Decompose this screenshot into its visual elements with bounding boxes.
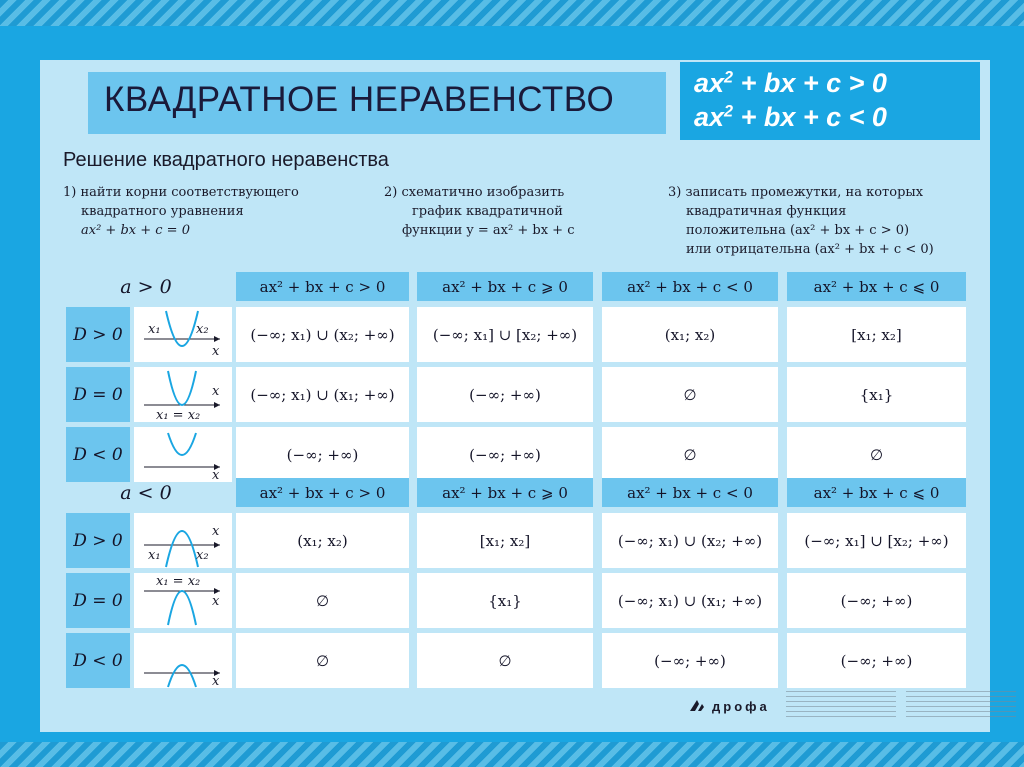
subtitle: Решение квадратного неравенства — [63, 149, 389, 171]
parabola-graph — [134, 573, 232, 628]
graph-label: x — [212, 524, 220, 539]
solution-cell: ∅ — [236, 573, 409, 628]
parabola-curve — [166, 531, 198, 567]
imprint-block — [906, 691, 1016, 719]
step-2 — [384, 183, 574, 240]
formula-less — [694, 102, 887, 133]
parabola-graph — [134, 513, 232, 568]
graph-label: x — [212, 384, 220, 399]
credits-block — [786, 691, 896, 719]
solution-cell: [x₁; x₂] — [787, 307, 966, 362]
solution-cell: ∅ — [417, 633, 593, 688]
step-1-line-3: ax² + bx + c = 0 — [81, 223, 190, 238]
formula-lhs: ax — [694, 68, 725, 98]
graph-cell — [134, 573, 232, 628]
graph-cell — [134, 427, 232, 482]
column-header: ax² + bx + c ⩾ 0 — [417, 272, 593, 301]
solution-cell: (−∞; x₁) ∪ (x₁; +∞) — [602, 573, 778, 628]
column-header: ax² + bx + c < 0 — [602, 478, 778, 507]
column-header: ax² + bx + c ⩽ 0 — [787, 478, 966, 507]
graph-label: x₁ — [148, 548, 161, 563]
column-header: ax² + bx + c < 0 — [602, 272, 778, 301]
solution-cell: (x₁; x₂) — [602, 307, 778, 362]
graph-label: x — [212, 594, 220, 609]
solution-cell: (−∞; x₁) ∪ (x₂; +∞) — [602, 513, 778, 568]
solution-cell: (−∞; +∞) — [417, 427, 593, 482]
top-stripe — [0, 0, 1024, 28]
graph-label: x₁ — [148, 322, 161, 337]
solution-cell: (x₁; x₂) — [236, 513, 409, 568]
column-header: ax² + bx + c > 0 — [236, 478, 409, 507]
publisher-mark-icon — [688, 698, 706, 714]
parabola-curve — [168, 591, 196, 625]
step-3-line-4: или отрицательна (ax² + bx + c < 0) — [686, 242, 934, 257]
formula-exponent: 2 — [724, 102, 734, 121]
solution-cell: ∅ — [602, 427, 778, 482]
step-2-line-3: функции y = ax² + bx + c — [402, 223, 575, 238]
parabola-curve — [168, 371, 196, 405]
graph-label: x — [212, 674, 220, 688]
solution-cell: (−∞; +∞) — [787, 573, 966, 628]
step-3-line-3: положительна (ax² + bx + c > 0) — [686, 223, 910, 238]
discriminant-label: D > 0 — [66, 513, 130, 568]
solution-cell: (−∞; x₁) ∪ (x₁; +∞) — [236, 367, 409, 422]
step-1-line-2: квадратного уравнения — [81, 204, 244, 219]
formula-rhs: + bx + c > 0 — [733, 68, 887, 98]
graph-label: x₂ — [196, 322, 209, 337]
graph-label: x₂ — [196, 548, 209, 563]
step-3-line-1: 3) записать промежутки, на которых — [668, 185, 924, 200]
solution-cell: [x₁; x₂] — [417, 513, 593, 568]
solution-cell: (−∞; +∞) — [602, 633, 778, 688]
formula-greater — [694, 68, 887, 99]
corner-block — [676, 26, 1024, 58]
bottom-stripe — [0, 742, 1024, 767]
formula-lhs: ax — [694, 102, 725, 132]
step-2-line-2: график квадратичной — [412, 204, 563, 219]
solution-cell: (−∞; x₁) ∪ (x₂; +∞) — [236, 307, 409, 362]
discriminant-label: D = 0 — [66, 573, 130, 628]
axis-arrow-icon — [214, 336, 220, 342]
discriminant-label: D < 0 — [66, 427, 130, 482]
column-header: ax² + bx + c ⩽ 0 — [787, 272, 966, 301]
step-3 — [668, 183, 934, 259]
parabola-curve — [168, 665, 196, 687]
page-title: КВАДРАТНОЕ НЕРАВЕНСТВО — [104, 80, 615, 119]
solution-cell: ∅ — [236, 633, 409, 688]
step-2-line-1: 2) схематично изобразить — [384, 185, 565, 200]
discriminant-label: D > 0 — [66, 307, 130, 362]
graph-cell — [134, 307, 232, 362]
solution-cell: ∅ — [787, 427, 966, 482]
graph-cell — [134, 367, 232, 422]
solution-cell: (−∞; x₁] ∪ [x₂; +∞) — [417, 307, 593, 362]
graph-label: x — [212, 468, 220, 482]
solution-cell: {x₁} — [787, 367, 966, 422]
formula-exponent: 2 — [724, 68, 734, 87]
column-header: ax² + bx + c > 0 — [236, 272, 409, 301]
parabola-graph — [134, 427, 232, 482]
discriminant-label: D = 0 — [66, 367, 130, 422]
solution-cell: (−∞; +∞) — [417, 367, 593, 422]
graph-label: x — [212, 344, 220, 359]
solution-cell: (−∞; +∞) — [787, 633, 966, 688]
parabola-graph — [134, 367, 232, 422]
parabola-curve — [166, 311, 198, 346]
axis-arrow-icon — [214, 402, 220, 408]
publisher-name: дрофа — [712, 698, 770, 714]
column-header: ax² + bx + c ⩾ 0 — [417, 478, 593, 507]
formula-rhs: + bx + c < 0 — [733, 102, 887, 132]
solution-cell: (−∞; +∞) — [236, 427, 409, 482]
step-1 — [63, 183, 299, 240]
axis-arrow-icon — [214, 542, 220, 548]
solution-cell: ∅ — [602, 367, 778, 422]
section-label: a > 0 — [120, 275, 172, 298]
solution-cell: (−∞; x₁] ∪ [x₂; +∞) — [787, 513, 966, 568]
parabola-curve — [168, 433, 196, 455]
graph-cell — [134, 633, 232, 688]
section-label: a < 0 — [120, 481, 172, 504]
step-1-line-1: 1) найти корни соответствующего — [63, 185, 299, 200]
publisher-logo — [688, 698, 770, 714]
parabola-graph — [134, 633, 232, 688]
step-3-line-2: квадратичная функция — [686, 204, 847, 219]
graph-cell — [134, 513, 232, 568]
graph-label: x₁ = x₂ — [156, 574, 201, 589]
parabola-graph — [134, 307, 232, 362]
discriminant-label: D < 0 — [66, 633, 130, 688]
solution-cell: {x₁} — [417, 573, 593, 628]
graph-label: x₁ = x₂ — [156, 408, 201, 422]
